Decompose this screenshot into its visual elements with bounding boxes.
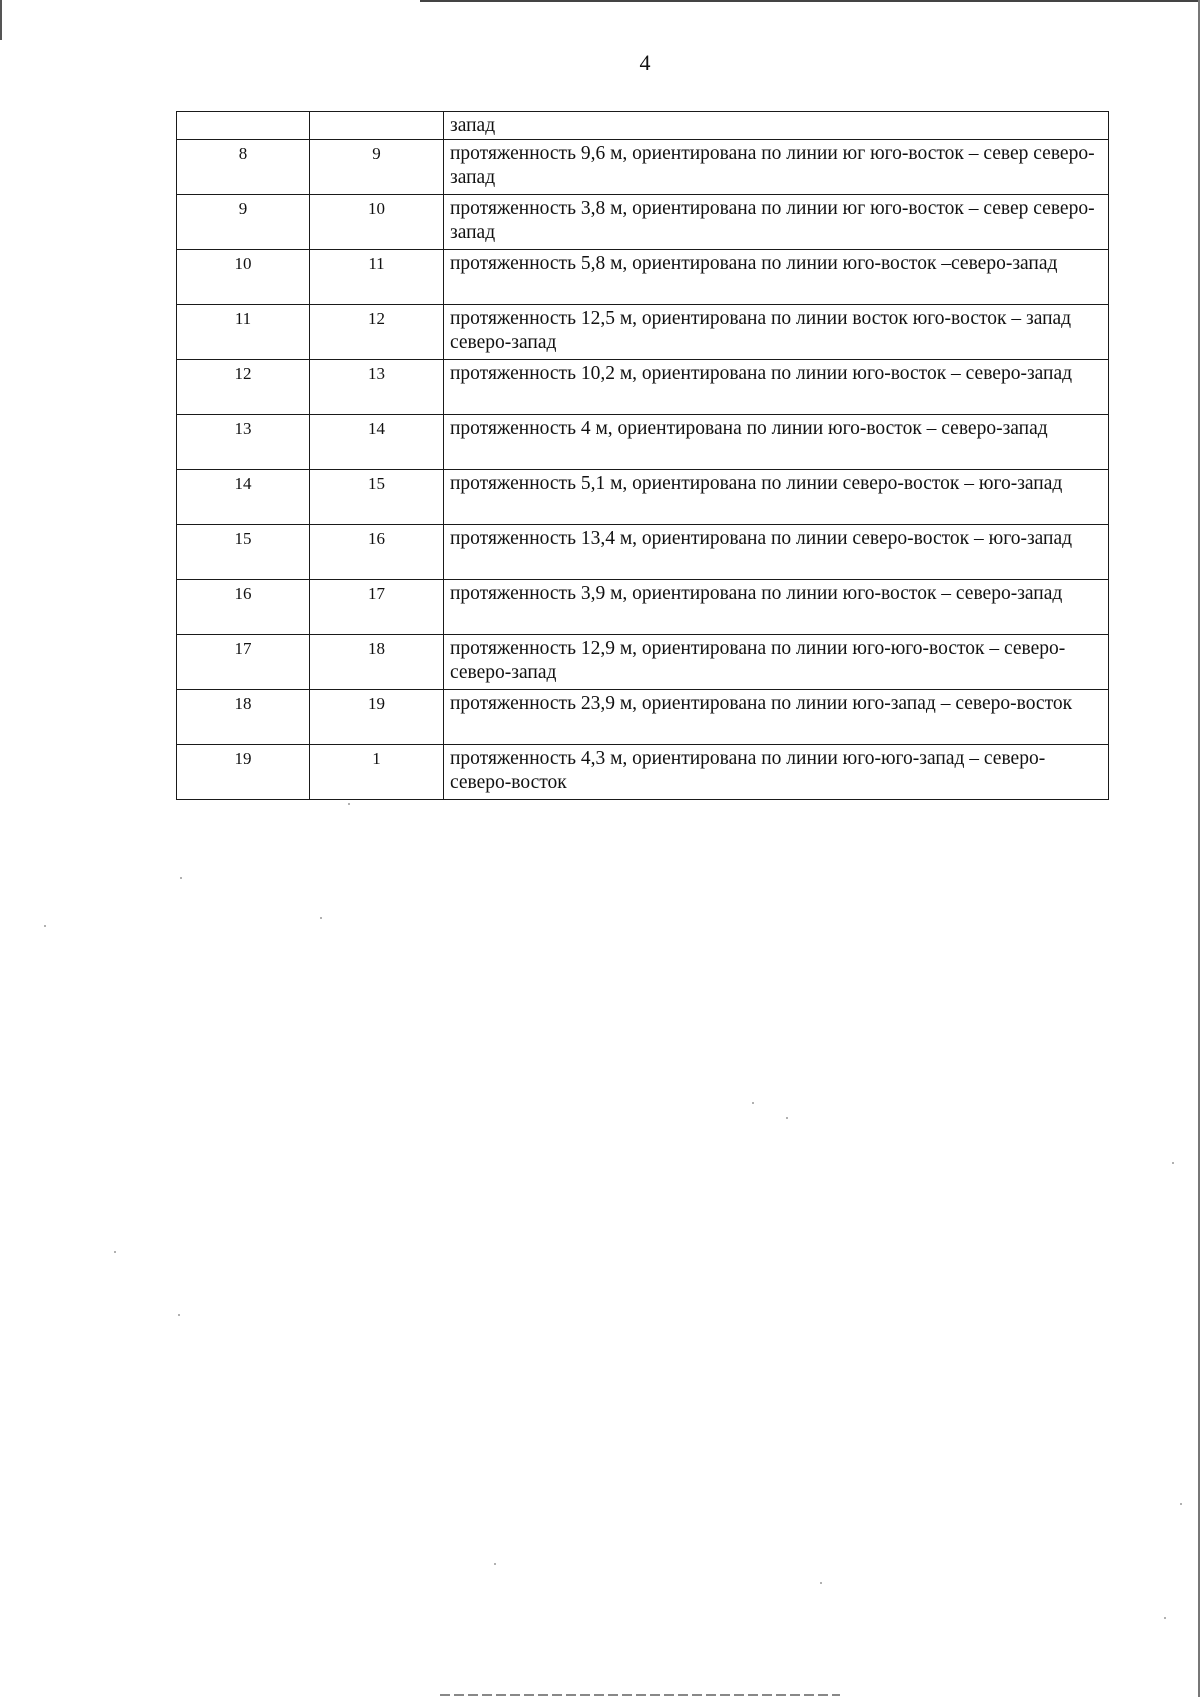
point-to-cell xyxy=(310,112,444,140)
scan-speck xyxy=(178,1314,180,1316)
scan-speck xyxy=(348,803,350,805)
point-from-cell: 18 xyxy=(177,690,310,745)
segment-description-cell: протяженность 12,9 м, ориентирована по линии юго-юго-восток – северо-северо-запад xyxy=(444,635,1109,690)
scan-edge-left xyxy=(0,0,2,40)
scan-speck xyxy=(320,917,322,919)
scan-edge-top xyxy=(420,0,1200,2)
point-from-cell: 16 xyxy=(177,580,310,635)
table-row xyxy=(177,635,1109,690)
segment-description-cell: запад xyxy=(444,112,1109,140)
table-row xyxy=(177,140,1109,195)
point-from-cell: 14 xyxy=(177,470,310,525)
point-from-cell: 12 xyxy=(177,360,310,415)
segment-description-cell: протяженность 4,3 м, ориентирована по линии юго-юго-запад – северо-северо-восток xyxy=(444,745,1109,800)
point-to-cell: 11 xyxy=(310,250,444,305)
point-to-cell: 18 xyxy=(310,635,444,690)
scan-speck xyxy=(180,877,182,879)
table-row xyxy=(177,525,1109,580)
point-from-cell: 15 xyxy=(177,525,310,580)
point-to-cell: 1 xyxy=(310,745,444,800)
point-to-cell: 12 xyxy=(310,305,444,360)
scan-edge-bottom xyxy=(440,1694,840,1696)
table-row xyxy=(177,305,1109,360)
scan-speck xyxy=(1164,1617,1166,1619)
segment-description-cell: протяженность 9,6 м, ориентирована по линии юг юго-восток – север северо-запад xyxy=(444,140,1109,195)
point-from-cell: 9 xyxy=(177,195,310,250)
segment-description-cell: протяженность 5,1 м, ориентирована по линии северо-восток – юго-запад xyxy=(444,470,1109,525)
point-to-cell: 9 xyxy=(310,140,444,195)
point-from-cell: 8 xyxy=(177,140,310,195)
segment-description-cell: протяженность 3,9 м, ориентирована по линии юго-восток – северо-запад xyxy=(444,580,1109,635)
scan-speck xyxy=(44,925,46,927)
segment-description-cell: протяженность 5,8 м, ориентирована по линии юго-восток –северо-запад xyxy=(444,250,1109,305)
table-row xyxy=(177,580,1109,635)
scan-speck xyxy=(1172,1162,1174,1164)
point-from-cell: 10 xyxy=(177,250,310,305)
point-from-cell: 19 xyxy=(177,745,310,800)
point-from-cell: 13 xyxy=(177,415,310,470)
point-from-cell: 11 xyxy=(177,305,310,360)
point-to-cell: 19 xyxy=(310,690,444,745)
segment-description-cell: протяженность 13,4 м, ориентирована по линии северо-восток – юго-запад xyxy=(444,525,1109,580)
segment-description-cell: протяженность 10,2 м, ориентирована по линии юго-восток – северо-запад xyxy=(444,360,1109,415)
scan-speck xyxy=(820,1582,822,1584)
table-row xyxy=(177,470,1109,525)
segment-description-cell: протяженность 23,9 м, ориентирована по линии юго-запад – северо-восток xyxy=(444,690,1109,745)
scan-speck xyxy=(494,1563,496,1565)
scan-speck xyxy=(786,1117,788,1119)
point-from-cell: 17 xyxy=(177,635,310,690)
segment-description-cell: протяженность 3,8 м, ориентирована по линии юг юго-восток – север северо-запад xyxy=(444,195,1109,250)
table-row xyxy=(177,250,1109,305)
table-row xyxy=(177,415,1109,470)
point-to-cell: 13 xyxy=(310,360,444,415)
point-to-cell: 14 xyxy=(310,415,444,470)
point-from-cell xyxy=(177,112,310,140)
segment-description-cell: протяженность 12,5 м, ориентирована по линии восток юго-восток – запад северо-запад xyxy=(444,305,1109,360)
table-row xyxy=(177,690,1109,745)
table-row xyxy=(177,195,1109,250)
scan-speck xyxy=(752,1102,754,1104)
point-to-cell: 17 xyxy=(310,580,444,635)
table-row xyxy=(177,112,1109,140)
page-number: 4 xyxy=(639,50,651,75)
table-row xyxy=(177,360,1109,415)
segment-description-cell: протяженность 4 м, ориентирована по линии юго-восток – северо-запад xyxy=(444,415,1109,470)
point-to-cell: 10 xyxy=(310,195,444,250)
point-to-cell: 16 xyxy=(310,525,444,580)
table-row xyxy=(177,745,1109,800)
scan-speck xyxy=(1180,1503,1182,1505)
point-to-cell: 15 xyxy=(310,470,444,525)
scan-speck xyxy=(114,1251,116,1253)
boundary-segments-table xyxy=(176,111,1109,800)
